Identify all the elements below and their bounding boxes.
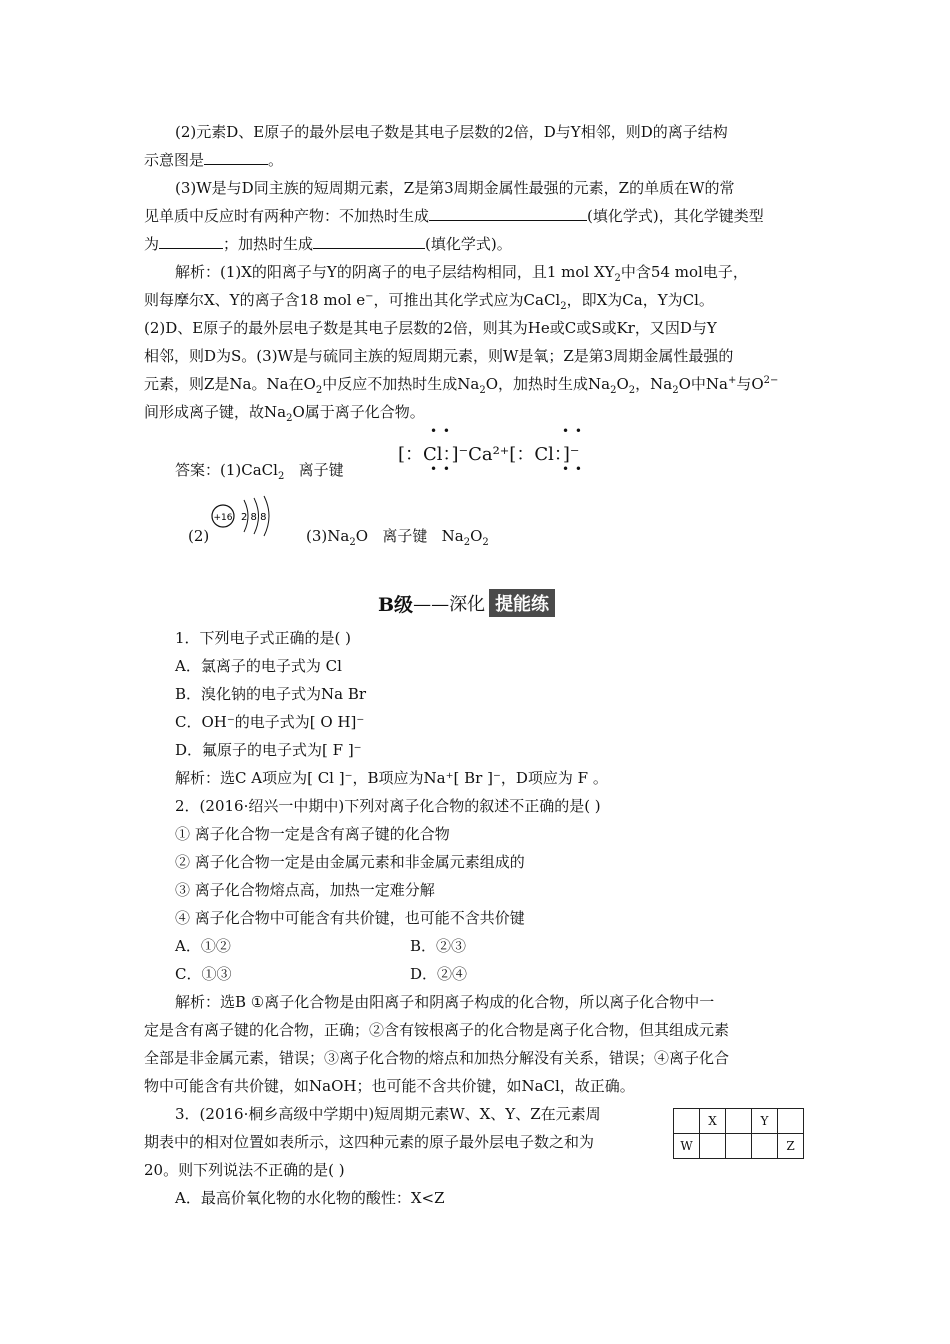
answer-blank[interactable]	[429, 206, 587, 221]
q3-option-a[interactable]: A．最高价氧化物的水化物的酸性：X<Z	[175, 1189, 445, 1207]
electron-dots: • •	[430, 424, 451, 438]
q2-analysis-line3: 全部是非金属元素，错误；③离子化合物的熔点和加热分解没有关系，错误；④离子化合	[144, 1049, 730, 1067]
answer-blank[interactable]	[159, 234, 223, 249]
q1-option-b[interactable]: B．溴化钠的电子式为Na Br	[175, 685, 367, 703]
q3-stem-line3: 20。则下列说法不正确的是( )	[144, 1161, 345, 1179]
section-heading: B级 ——深化 提能练	[378, 588, 555, 618]
electron-dots: • •	[562, 424, 583, 438]
q2-analysis-line2: 定是含有离子键的化合物，正确；②含有铵根离子的化合物是离子化合物，但其组成元素	[144, 1021, 730, 1039]
q2-item-4: ④ 离子化合物中可能含有共价键，也可能不含共价键	[175, 909, 525, 927]
q1-stem: 1．下列电子式正确的是( )	[175, 629, 352, 647]
table-row	[674, 1134, 804, 1159]
q1-option-d[interactable]: D．氟原子的电子式为[ F ]⁻	[175, 741, 362, 759]
answer-part2-label: (2)	[188, 527, 210, 545]
table-cell	[752, 1134, 778, 1159]
shell-electrons: 2 8 8	[241, 512, 267, 523]
electron-dots: • •	[430, 462, 451, 476]
q3-stem-line1: 3．(2016·桐乡高级中学期中)短周期元素W、X、Y、Z在元素周	[175, 1105, 601, 1123]
table-cell	[726, 1109, 752, 1134]
analysis-line1: 解析：(1)X的阳离子与Y的阴离子的电子层结构相同，且1 mol $XY_2$中含54 mol电子，	[175, 263, 748, 284]
q-part2-line2: 示意图是 。	[144, 151, 284, 169]
q2-item-3: ③ 离子化合物熔点高，加热一定难分解	[175, 881, 435, 899]
answer-blank[interactable]	[204, 150, 268, 165]
analysis-line4: 相邻，则D为S。(3)W是与硫同主族的短周期元素，则W是氧；Z是第3周期金属性最强的	[144, 347, 734, 365]
q1-analysis: 解析：选C A项应为[ Cl ]⁻，B项应为Na⁺[ Br ]⁻，D项应为 F 。	[175, 769, 608, 787]
q-part3-line2: 见单质中反应时有两种产物：不加热时生成 (填化学式)，其化学键类型	[144, 207, 764, 225]
analysis-line6: 间形成离子键，故$Na_2O$属于离子化合物。	[144, 403, 425, 424]
table-row	[674, 1109, 804, 1134]
q3-stem-line2: 期表中的相对位置如表所示，这四种元素的原子最外层电子数之和为	[144, 1133, 595, 1151]
q-part3-line1: (3)W是与D同主族的短周期元素，Z是第3周期金属性最强的元素，Z的单质在W的常	[175, 179, 735, 197]
q2-stem: 2．(2016·绍兴一中期中)下列对离子化合物的叙述不正确的是( )	[175, 797, 601, 815]
answer-part3: $(3)Na_2O$ 离子键 $Na_2O_2$	[306, 527, 489, 548]
electron-dots: • •	[562, 462, 583, 476]
sulfur-ion-structure-diagram	[210, 492, 290, 542]
q2-option-c[interactable]: C．①③	[175, 965, 232, 983]
q2-option-d[interactable]: D．②④	[410, 965, 468, 983]
table-cell	[778, 1109, 804, 1134]
table-cell: Z	[778, 1134, 804, 1159]
q2-item-1: ① 离子化合物一定是含有离子键的化合物	[175, 825, 450, 843]
q-part3-line3: 为 ；加热时生成 (填化学式)。	[144, 235, 512, 253]
cacl2-electron-formula: [：Cl：]⁻Ca²⁺[：Cl：]⁻	[398, 444, 580, 465]
answer-line1: 答案：(1)CaCl$_2$ 离子键	[175, 461, 344, 482]
table-cell: Y	[752, 1109, 778, 1134]
periodic-table-fragment	[673, 1108, 804, 1159]
q1-option-a[interactable]: A．氯离子的电子式为 Cl	[175, 657, 342, 675]
analysis-line3: (2)D、E原子的最外层电子数是其电子层数的2倍，则其为He或C或S或Kr，又因D与Y	[144, 319, 717, 337]
analysis-line2: 则每摩尔X、Y的离子含18 mol e−，可推出其化学式应为CaCl$_2$，即X为Ca，Y为Cl。	[144, 291, 714, 312]
table-cell: X	[700, 1109, 726, 1134]
q-part2-line1: (2)元素D、E原子的最外层电子数是其电子层数的2倍，D与Y相邻，则D的离子结构	[175, 123, 728, 141]
q2-analysis-line4: 物中可能含有共价键，如NaOH；也可能不含共价键，如NaCl，故正确。	[144, 1077, 635, 1095]
table-cell	[726, 1134, 752, 1159]
q2-option-a[interactable]: A．①②	[175, 937, 231, 955]
q2-option-b[interactable]: B．②③	[410, 937, 467, 955]
table-cell	[674, 1109, 700, 1134]
q1-option-c[interactable]: C．OH⁻的电子式为[ O H]⁻	[175, 713, 365, 731]
q2-analysis-line1: 解析：选B ①离子化合物是由阳离子和阴离子构成的化合物，所以离子化合物中一	[175, 993, 715, 1011]
table-cell	[700, 1134, 726, 1159]
answer-blank[interactable]	[313, 234, 425, 249]
nucleus-charge: +16	[213, 513, 233, 523]
table-cell: W	[674, 1134, 700, 1159]
q2-item-2: ② 离子化合物一定是由金属元素和非金属元素组成的	[175, 853, 525, 871]
analysis-line5: 元素，则Z是Na。Na在$O_2$中反应不加热时生成$Na_2O$，加热时生成$Na_2O_2$，$Na_2O$中Na+与$O^{2-}$	[144, 375, 779, 396]
